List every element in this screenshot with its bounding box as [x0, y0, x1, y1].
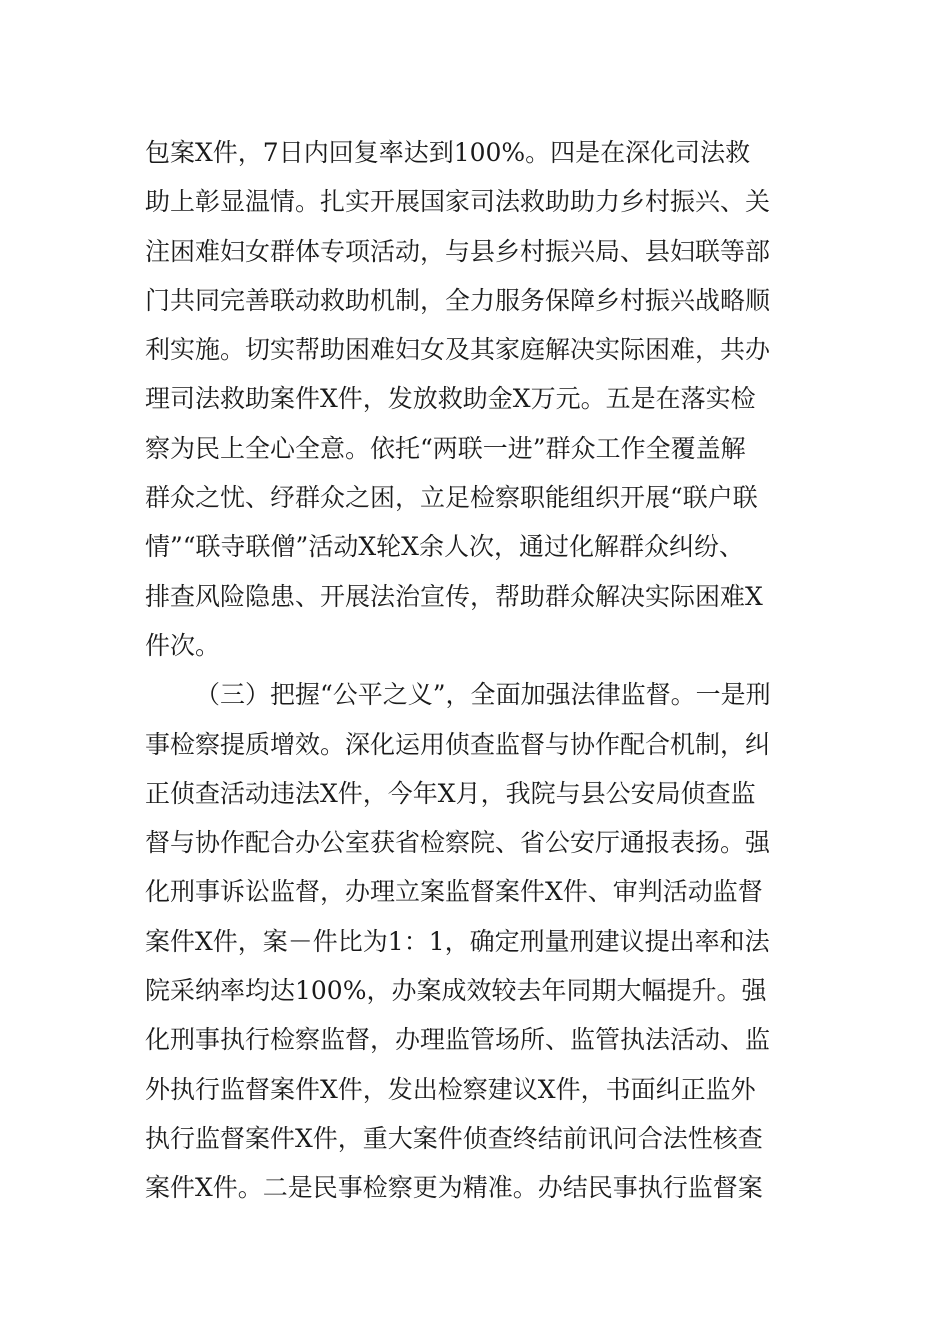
text-line: 理司法救助案件X件，发放救助金X万元。五是在落实检	[145, 384, 756, 414]
text-line: 案件X件。二是民事检察更为精准。办结民事执行监督案	[145, 1173, 763, 1203]
text-line: 助上彰显温情。扎实开展国家司法救助助力乡村振兴、关	[145, 187, 771, 217]
text-line: 排查风险隐患、开展法治宣传，帮助群众解决实际困难X	[145, 581, 763, 611]
text-line: 情”“联寺联僧”活动X轮X余人次，通过化解群众纠纷、	[145, 532, 744, 562]
text-line: 事检察提质增效。深化运用侦查监督与协作配合机制，纠	[145, 729, 771, 759]
section-heading-line: （三）把握“公平之义”，全面加强法律监督。一是刑	[195, 680, 771, 710]
text-line: 察为民上全心全意。依托“两联一进”群众工作全覆盖解	[145, 433, 746, 463]
text-line: 院采纳率均达100%，办案成效较去年同期大幅提升。强	[145, 976, 767, 1006]
text-line: 执行监督案件X件，重大案件侦查终结前讯问合法性核查	[145, 1123, 763, 1153]
text-line: 门共同完善联动救助机制，全力服务保障乡村振兴战略顺	[145, 285, 771, 315]
text-line: 化刑事执行检察监督，办理监管场所、监管执法活动、监	[145, 1025, 771, 1055]
text-line: 包案X件，7日内回复率达到100%。四是在深化司法救	[145, 138, 751, 167]
text-line: 注困难妇女群体专项活动，与县乡村振兴局、县妇联等部	[145, 236, 771, 266]
text-line: 案件X件，案－件比为1：1，确定刑量刑建议提出率和法	[145, 926, 770, 956]
text-line: 件次。	[145, 630, 221, 660]
text-line: 正侦查活动违法X件，今年X月，我院与县公安局侦查监	[145, 778, 756, 808]
text-line: 督与协作配合办公室获省检察院、省公安厅通报表扬。强	[145, 828, 771, 858]
text-line: 利实施。切实帮助困难妇女及其家庭解决实际困难，共办	[145, 335, 771, 365]
text-line: 化刑事诉讼监督，办理立案监督案件X件、审判活动监督	[145, 877, 763, 907]
text-line: 外执行监督案件X件，发出检察建议X件，书面纠正监外	[145, 1074, 756, 1104]
document-body	[145, 128, 845, 1213]
text-line: 群众之忧、纾群众之困，立足检察职能组织开展“联户联	[145, 483, 758, 513]
